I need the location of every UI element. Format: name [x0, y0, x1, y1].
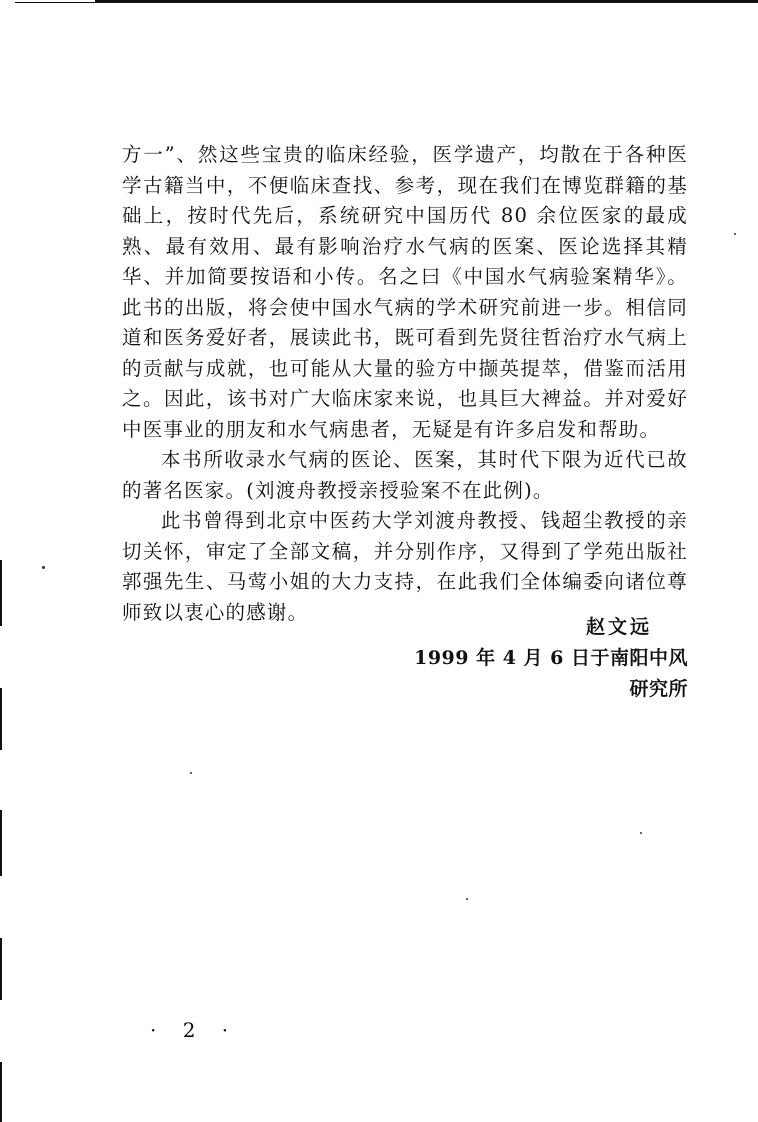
scan-speck: [190, 772, 192, 774]
scan-speck: [640, 832, 642, 834]
body-text: [122, 140, 688, 628]
author-name: 赵文远: [585, 616, 652, 638]
scan-speck: [466, 898, 468, 900]
paragraph-2: 本书所收录水气病的医论、医案，其时代下限为近代已故的著名医家。(刘渡舟教授亲授验案不在此例)。: [122, 448, 688, 502]
paragraph-1: 方一”、然这些宝贵的临床经验，医学遗产，均散在于各种医学古籍当中，不便临床查找、参考，现在我们在博览群籍的基础上，按时代先后，系统研究中国历代 80 余位医家的最成熟、最有效用、最有影响治疗水气病的医案、医论选择其精华、并加简要按语和小传。名之曰《中国水气病验案精华》。此书的出版，将会使中国水气病的学术研究前进一步。相信同道和医务爱好者，展读此书，既可看到先贤往哲治疗水气病上的贡献与成就，也可能从大量的验方中撷英提萃，借鉴而活用之。因此，该书对广大临床家来说，也具巨大裨益。并对爱好中医事业的朋友和水气病患者，无疑是有许多启发和帮助。: [122, 143, 688, 441]
scan-edge-mark: [0, 560, 2, 626]
scan-edge-mark: [0, 688, 2, 750]
scan-speck: [42, 566, 45, 569]
signature-block: [400, 612, 688, 705]
top-border-gap: [15, 0, 95, 2]
scan-edge-mark: [0, 938, 2, 1000]
page-number: · 2 ·: [150, 1018, 239, 1042]
paragraph-3: 此书曾得到北京中医药大学刘渡舟教授、钱超尘教授的亲切关怀，审定了全部文稿，并分别作序，又得到了学苑出版社郭强先生、马莺小姐的大力支持，在此我们全体编委向诸位尊师致以衷心的感谢。: [122, 509, 688, 624]
scan-edge-mark: [0, 810, 2, 876]
top-border-rule: [15, 0, 758, 3]
date-and-place: 1999 年 4 月 6 日于南阳中风研究所: [414, 647, 688, 700]
scan-edge-mark: [0, 1062, 2, 1122]
scan-speck: [734, 233, 736, 235]
